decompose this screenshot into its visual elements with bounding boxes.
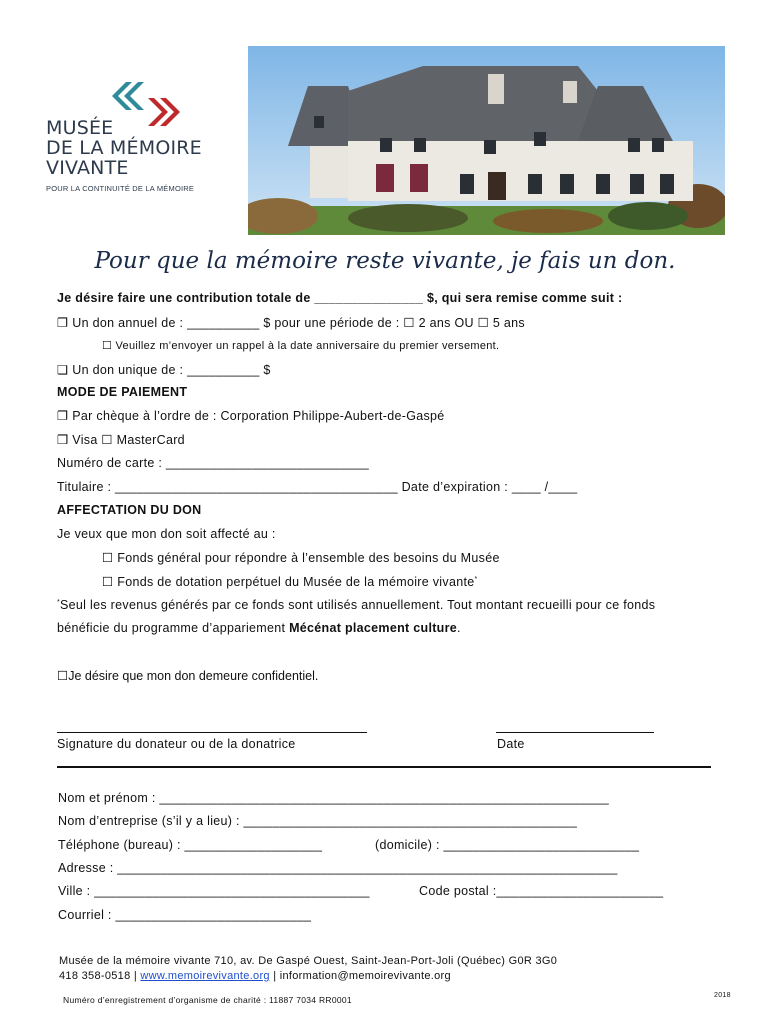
- allocation-heading: AFFECTATION DU DON: [57, 503, 202, 517]
- footer-address: Musée de la mémoire vivante 710, av. De Gaspé Ouest, Saint-Jean-Port-Joli (Québec) G0R 3G0: [59, 955, 558, 967]
- section-divider: [57, 766, 711, 768]
- card-type-options[interactable]: ❒ Visa ☐ MasterCard: [57, 433, 185, 447]
- email-field[interactable]: Courriel : ___________________________: [58, 908, 312, 922]
- company-field[interactable]: Nom d’entreprise (s’il y a lieu) : ______________________________________________: [58, 814, 578, 828]
- fund-dotation-label: ☐ Fonds de dotation perpétuel du Musée de la mémoire vivante: [102, 575, 475, 589]
- cheque-option[interactable]: ❐ Par chèque à l’ordre de : Corporation Philippe-Aubert-de-Gaspé: [57, 409, 445, 423]
- footer-phone: 418 358-0518 |: [59, 970, 141, 982]
- footer-contact: [59, 970, 451, 982]
- reminder-option[interactable]: ☐ Veuillez m’envoyer un rappel à la date anniversaire du premier versement.: [102, 340, 500, 352]
- website-link[interactable]: www.memoirevivante.org: [140, 970, 270, 982]
- signature-label: Signature du donateur ou de la donatrice: [57, 737, 296, 751]
- footnote-program: Mécénat placement culture: [289, 621, 458, 635]
- logo-line-2: DE LA MÉMOIRE: [46, 137, 202, 159]
- name-field[interactable]: Nom et prénom : ______________________________________________________________: [58, 791, 609, 805]
- contribution-line: Je désire faire une contribution totale de _______________ $, qui sera remise comme suit :: [57, 291, 623, 305]
- footer-email: | information@memoirevivante.org: [269, 970, 451, 982]
- allocation-intro: Je veux que mon don soit affecté au :: [57, 527, 276, 541]
- date-label: Date: [497, 737, 525, 751]
- museum-logo: [46, 118, 246, 193]
- footnote-mark: *: [474, 575, 478, 583]
- charity-number: Numéro d’enregistrement d’organisme de charité : 11887 7034 RR0001: [63, 995, 352, 1005]
- confidential-option[interactable]: ☐Je désire que mon don demeure confidentiel.: [57, 669, 319, 683]
- footnote-line-2: [57, 621, 461, 635]
- address-field[interactable]: Adresse : _____________________________________________________________________: [58, 861, 618, 875]
- logo-line-1: MUSÉE: [46, 117, 114, 139]
- museum-house-photo: [248, 46, 725, 235]
- headline: Pour que la mémoire reste vivante, je fais un don.: [94, 248, 676, 274]
- card-holder-field[interactable]: Titulaire : _______________________________________ Date d’expiration : ____ /____: [57, 480, 578, 494]
- single-donation-option[interactable]: ❏ Un don unique de : __________ $: [57, 363, 271, 377]
- phone-home-field[interactable]: (domicile) : ___________________________: [375, 838, 640, 852]
- logo-line-3: VIVANTE: [46, 157, 129, 179]
- fund-general-option[interactable]: ☐ Fonds général pour répondre à l’ensemble des besoins du Musée: [102, 551, 500, 565]
- card-number-field[interactable]: Numéro de carte : ____________________________: [57, 456, 369, 470]
- city-field[interactable]: Ville : ______________________________________: [58, 884, 370, 898]
- fund-dotation-option[interactable]: [102, 574, 478, 589]
- signature-line[interactable]: [57, 732, 367, 733]
- logo-tagline: POUR LA CONTINUITÉ DE LA MÉMOIRE: [46, 184, 195, 193]
- footnote-line-1: [57, 598, 655, 612]
- postal-code-field[interactable]: Code postal :_______________________: [419, 884, 664, 898]
- footnote-text-2a: bénéficie du programme d’appariement: [57, 621, 290, 635]
- footnote-text-2c: .: [457, 621, 461, 635]
- footnote-mark-2: *: [57, 598, 61, 606]
- payment-heading: MODE DE PAIEMENT: [57, 385, 188, 399]
- footer-year: 2018: [714, 992, 731, 999]
- footnote-text-1: Seul les revenus générés par ce fonds sont utilisés annuellement. Tout montant recueilli pour ce fonds: [60, 598, 656, 612]
- annual-donation-option[interactable]: ❐ Un don annuel de : __________ $ pour une période de : ☐ 2 ans OU ☐ 5 ans: [57, 316, 525, 330]
- phone-office-field[interactable]: Téléphone (bureau) : ___________________: [58, 838, 323, 852]
- date-line[interactable]: [496, 732, 654, 733]
